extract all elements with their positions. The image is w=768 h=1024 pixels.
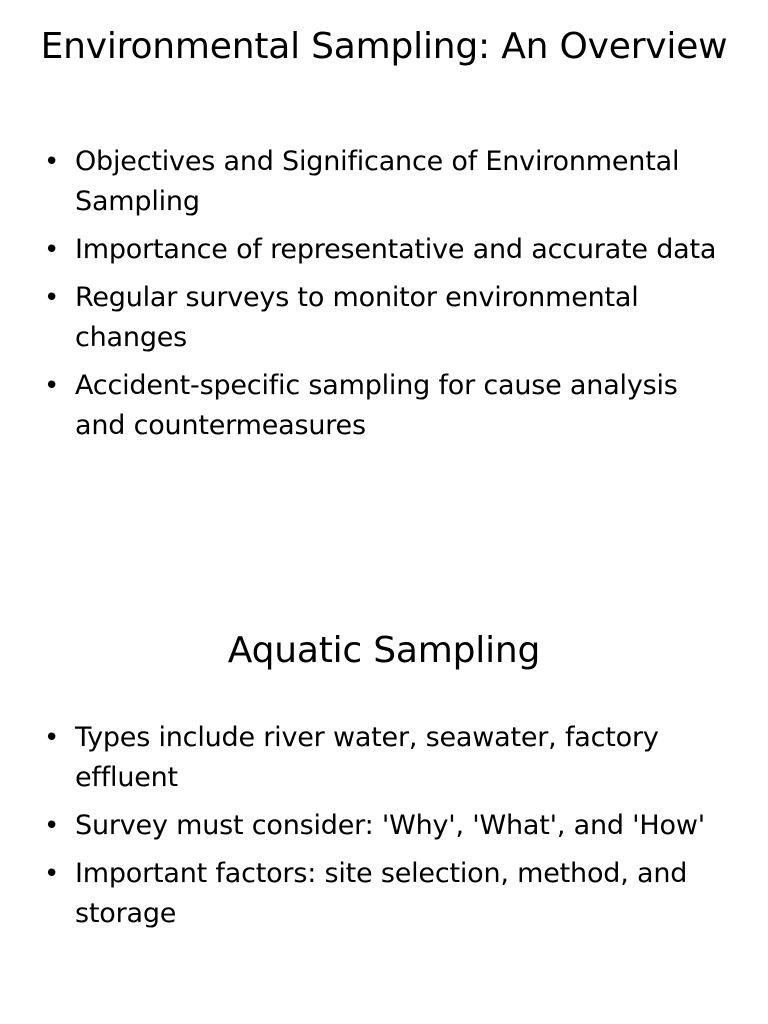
bullet-text: Types include river water, seawater, factory effluent — [75, 722, 659, 793]
slide-title: Environmental Sampling: An Overview — [40, 26, 728, 67]
bullet-dot-icon: • — [44, 723, 60, 753]
bullet-item — [40, 854, 730, 934]
bullet-text: Important factors: site selection, method, and storage — [75, 858, 688, 929]
bullet-dot-icon: • — [44, 371, 60, 401]
bullet-dot-icon: • — [44, 147, 60, 177]
bullet-dot-icon: • — [44, 283, 60, 313]
bullet-dot-icon: • — [44, 235, 60, 265]
bullet-dot-icon: • — [44, 811, 60, 841]
bullet-text: Accident-specific sampling for cause analysis and countermeasures — [75, 370, 678, 441]
bullet-dot-icon: • — [44, 859, 60, 889]
bullet-item — [40, 230, 730, 270]
bullet-item — [40, 366, 730, 446]
bullet-list — [40, 718, 730, 942]
slide-aquatic-sampling — [0, 512, 768, 1024]
bullet-text: Survey must consider: 'Why', 'What', and 'How' — [75, 810, 705, 841]
bullet-item — [40, 142, 730, 222]
bullet-list — [40, 142, 730, 454]
bullet-item — [40, 718, 730, 798]
bullet-item — [40, 278, 730, 358]
slide-title: Aquatic Sampling — [227, 630, 541, 671]
bullet-text: Importance of representative and accurate data — [75, 234, 717, 265]
bullet-text: Objectives and Significance of Environmental Sampling — [75, 146, 680, 217]
bullet-item — [40, 806, 730, 846]
bullet-text: Regular surveys to monitor environmental changes — [75, 282, 639, 353]
